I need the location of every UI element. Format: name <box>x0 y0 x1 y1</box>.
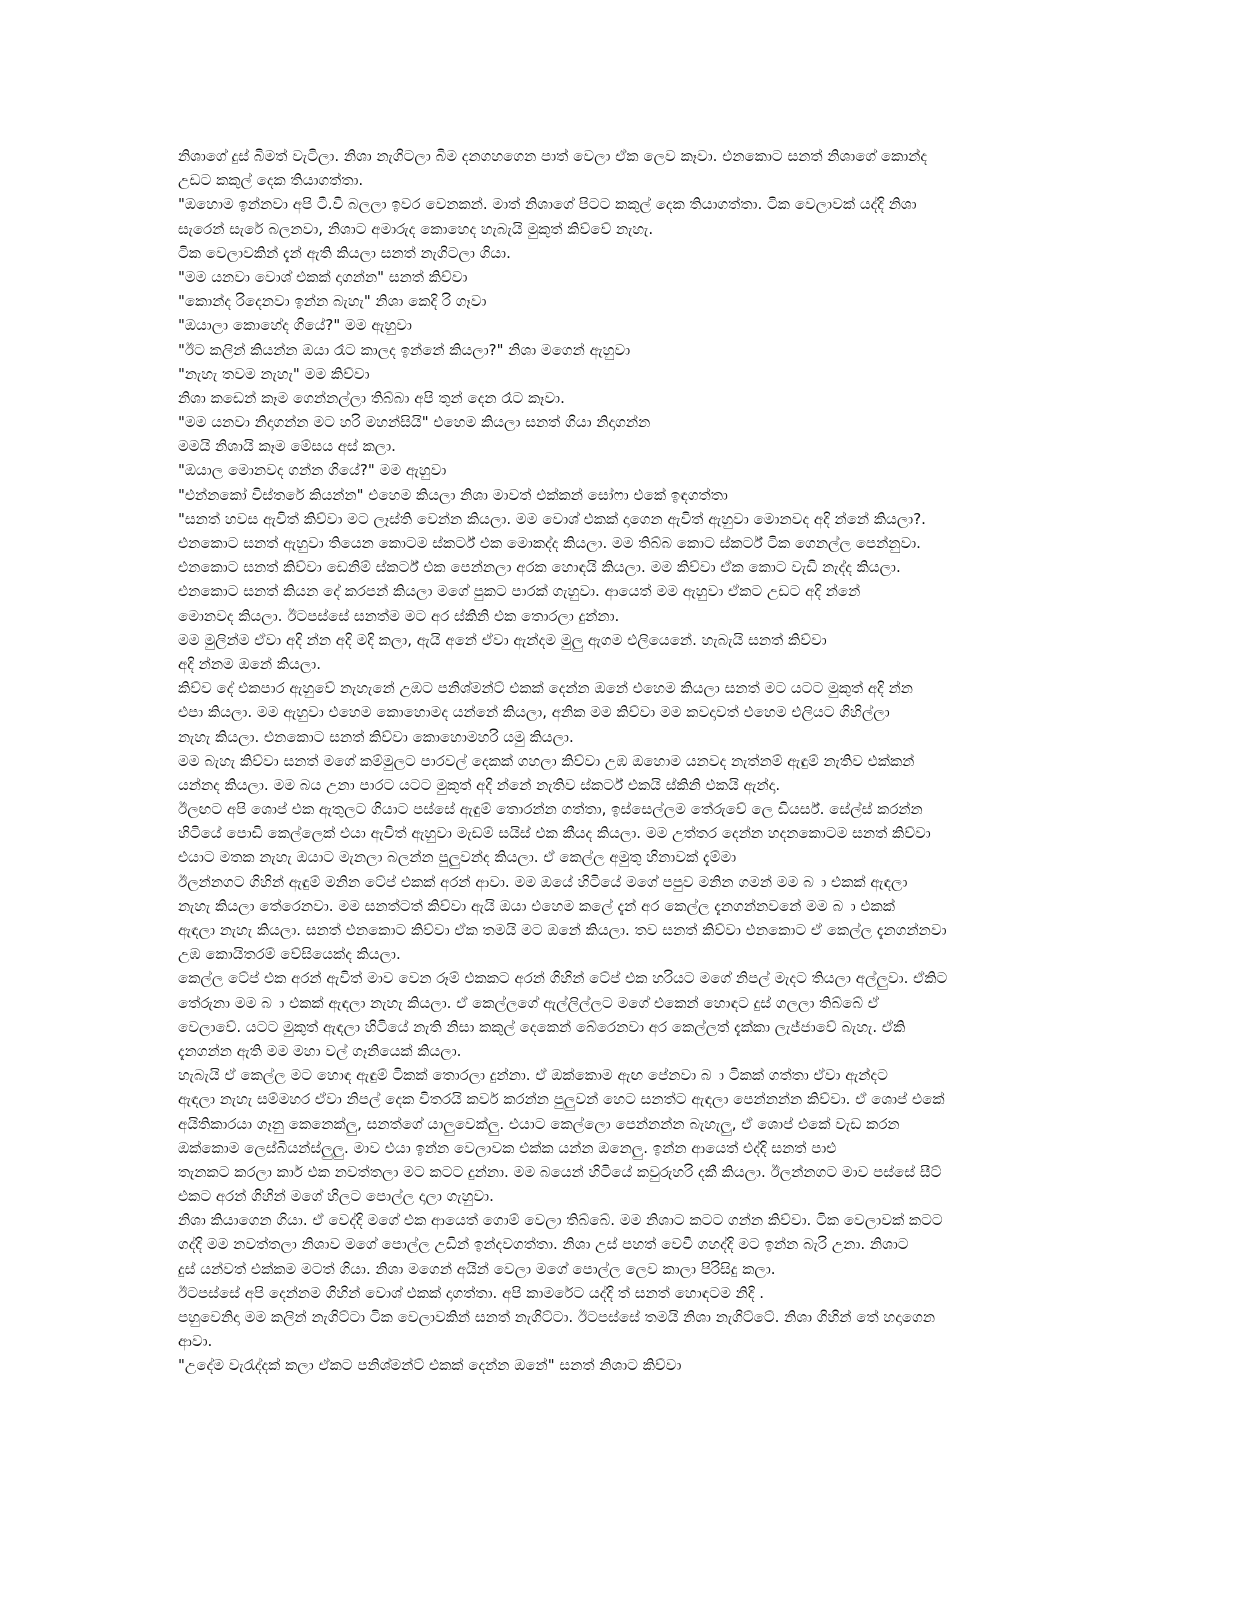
text-line: "මම යනවා නිදාගන්න මට හරි මහන්සියි" එහෙම කියලා සනත් ගියා නිදාගන්න <box>178 413 651 432</box>
text-line: උඩට කකුල් දෙක තියාගත්තා. <box>178 171 364 190</box>
text-line: තේරුනා මම බ ා එකක් ඇඳලා නැහැ කියලා. ඒ කෙල්ලගේ ඇල්ලිල්ලට මගේ එකෙන් හොඳට දුස් ගලලා තිබ්බේ ඒ <box>178 993 879 1012</box>
text-line: හිටියේ පොඩි කෙල්ලෙක් එයා ඇවිත් ඇහුවා මැඩම් සයිස් එක කීයද කියලා. මම උත්තර දෙන්න හදනකොටම සනත් කිව්වා <box>178 824 931 843</box>
text-line: එයාට මතක නැහැ ඔයාට මැනලා බලන්න පුලුවන්ද කියලා. ඒ කෙල්ල අමුතු හිනාවක් දැම්මා <box>178 848 737 867</box>
text-line: "කොන්ද රිදෙනවා ඉන්න බැහැ" නිශා කෙදි රි ගෑවා <box>178 292 487 311</box>
text-line: එකට අරන් ගිහින් මගේ හිලට පොල්ල දාලා ගැහුවා. <box>178 1187 494 1206</box>
text-line: නිශා කඩෙන් කෑම ගෙන්නල්ලා තිබ්බා අපි තුන් දෙන රෑට කෑවා. <box>178 388 565 407</box>
text-line: එනකොට සනත් කිව්වා ඩෙනිම් ස්කර්ට් එක පෙන්නලා අරක හොඳයි කියලා. මම කිව්වා ඒක කොට වැඩි නැද්ද කියලා. <box>178 558 901 577</box>
text-line: ඔක්කොම ලෙස්බියන්ස්ලුලු. මාව එයා ඉන්න වෙලාවක එක්ක යන්න ඔනෙලු. ඉන්න ආයෙත් එද්දි සනත් පාළු <box>178 1138 837 1157</box>
text-line: "මම යනවා වොශ් එකක් දාගන්න" සනත් කිව්වා <box>178 267 468 286</box>
text-line: මම මුලින්ම ඒවා අදි න්න අදි මදි කලා, ඇයි අනේ ඒවා ඇන්දම මුලු ඇගම එලියෙනේ. හැබැයි සනත් කිව්වා <box>178 630 827 649</box>
text-line: එපා කියලා. මම ඇහුවා එහෙම කොහොමද යන්නේ කියලා, අනික මම කිව්වා මම කවදාවත් එහෙම එලියට ගිහිල්ලා <box>178 703 890 722</box>
text-line: සැරෙන් සැරේ බලනවා, නිශාට අමාරුද කොහෙද හැබැයි මුකුත් කිව්වේ නැහැ. <box>178 219 654 238</box>
text-line: ඇඳලා නැහැ සම්මහර ඒවා නිපල් දෙක විතරයි කවර් කරන්න පුලුවන් හෙට සනත්ට ඇඳලා පෙන්නන්න කිව්වා. ඒ ශොප් එකේ <box>178 1090 945 1109</box>
text-line: පහුවෙනිදා මම කලින් නැගිට්ටා ටික වෙලාවකින් සනත් නැගිට්ටා. ඊටපස්සේ තමයි නිශා නැගිට්ටේ. නිශා ගිහින් තේ හදාගෙන <box>178 1308 936 1326</box>
text-line: මොනවද කියලා. ඊටපස්සේ සනත්ම මට අර ස්කිනි එක තොරලා දුන්නා. <box>178 606 620 625</box>
text-line: "නැහැ තවම නැහැ" මම කිව්වා <box>178 364 370 383</box>
text-line: නිශා කියාගෙන ගියා. ඒ වෙද්දි මගේ එක ආයෙත් ගොම් වෙලා තිබ්බේ. මම නිශාට කටට ගන්න කිව්වා. ටික වෙලාවක් කටට <box>178 1211 943 1230</box>
text-line: "ඔහොම ඉන්නවා අපි ටී.වී බලලා ඉවර වෙනකන්. මාත් නිශාගේ පිටට කකුල් දෙක තියාගත්තා. ටික වෙලාවක් යද්දි නිශා <box>178 195 917 214</box>
text-line: යන්නද කියලා. මම බය උනා පාරට යටට මුකුත් අදි න්නේ නැතිව ස්කර්ට් එකයි ස්කිනි එකයි ඇන්දා. <box>178 775 781 794</box>
text-line: ඊටපස්සේ අපි දෙන්නම ගිහින් වොශ් එකක් දාගත්තා. අපි කාමරේට යද්දි ත් සනත් හොඳටම නිදි . <box>178 1283 765 1302</box>
text-line: හැබැයි ඒ කෙල්ල මට හොඳ ඇඳුම් ටිකක් තොරලා දුන්නා. ඒ ඔක්කොම ඇඟ පේනවා බ ා ටිකක් ගත්තා ඒවා ඇන්දට <box>178 1066 888 1085</box>
text-line: "ඔයාල මොනවද ගන්න ගියේ?" මම ඇහුවා <box>178 461 447 480</box>
text-line: ඊලන්නගට ගිහින් ඇඳුම් මනින ටේප් එකක් අරන් ආවා. මම ඔයේ හිටියේ මගේ පපුව මනින ගමන් මම බ ා එකක් ඇඳලා <box>178 872 908 891</box>
text-line: එනකොට සනත් කියන දේ කරපන් කියලා මගේ පුකට පාරක් ගැහුවා. ආයෙත් මම ඇහුවා ඒකට උඩට අදි න්නේ <box>178 582 861 601</box>
text-line: "උදේම වැරැද්දක් කලා ඒකට පනිශ්මන්ට් එකක් දෙන්න ඔනේ" සනත් නිශාට කිව්වා <box>178 1356 682 1375</box>
text-line: මමයි නිශායි කෑම මේසය අස් කලා. <box>178 437 396 456</box>
text-line: වෙලාවේ. යටට මුකුත් ඇඳලා හිටියේ නැති නිසා කකුල් දෙකෙන් බේරෙනවා අර කෙල්ලත් දැක්කා ලැජ්ජාවේ බැහැ. ඒකි <box>178 1017 906 1036</box>
text-line: උඹ කොයිතරම් වේසියෙක්ද කියලා. <box>178 945 401 964</box>
text-line: ගද්දි මම නවත්තලා නිශාව මගේ පොල්ල උඩින් ඉන්දවගත්තා. නිශා උස් පහත් වෙවී ගහද්දි මට ඉන්න බැරි උනා. නිශාට <box>178 1235 909 1254</box>
text-line: අදි න්නම ඔනේ කියලා. <box>178 654 321 673</box>
text-line: නැහැ කියලා. එනකොට සනත් කිව්වා කොහොමහරි යමු කියලා. <box>178 727 574 746</box>
text-line: "එන්නකෝ විස්තරේ කියන්න" එහෙම කියලා නිශා මාවත් එක්කන් සෝෆා එකේ ඉඳගත්තා <box>178 485 728 504</box>
text-line: "ඔයාලා කොහේද ගියේ?" මම ඇහුවා <box>178 316 412 335</box>
text-line: නැහැ කියලා තේරෙනවා. මම සනත්ටත් කිව්වා ඇයි ඔයා එහෙම කලේ දැන් අර කෙල්ල දැනගන්නවනේ මම බ ා එකක් <box>178 896 895 915</box>
text-line: නිශාගේ දුස් බිමත් වැටිලා. නිශා නැගිටලා බිම දනගහගෙන පාත් වෙලා ඒක ලෙව කෑවා. එනකොට සනත් නිශාගේ කොන්ද <box>178 147 928 165</box>
text-line: ඇඳලා නැහැ කියලා. සනත් එනකොට කිව්වා ඒක තමයි මට ඔනේ කියලා. තව සනත් කිව්වා එනකොට ඒ කෙල්ල දැනගන්නවා <box>178 921 947 939</box>
text-line: ආවා. <box>178 1332 213 1351</box>
text-line: දැනගන්න ඇති මම මහා වල් ගෑනියෙක් කියලා. <box>178 1041 462 1060</box>
text-line: අයිතිකාරයා ගෑනු කෙනෙක්ලු, සනත්ගේ යාලුවෙක්ලු. එයාට කෙල්ලො පෙන්නන්න බැහැලු, ඒ ශොප් එකේ වැඩ කරන <box>178 1114 900 1133</box>
text-line: එනකොට සනත් ඇහුවා තියෙන කොටම ස්කර්ට් එක මොකද්ද කියලා. මම තිබ්බ කොට ස්කර්ට් ටික ගෙනල්ල පෙන්නුවා. <box>178 534 921 552</box>
text-line: තැනකට කරලා කාර් එක නවත්තලා මට කටට දුන්නා. මම බයෙන් හිටියේ කවුරුහරි දකී කියලා. ඊලන්නගට මාව පස්සේ සීට් <box>178 1162 942 1181</box>
text-line: "සනත් හවස ඇවිත් කිව්වා මට ලෑස්ති වෙන්න කියලා. මම වොශ් එකක් දාගෙන ඇවිත් ඇහුවා මොනවද අදි න්නේ කියලා?. <box>178 509 926 528</box>
text-line: "ඊට කලින් කියන්න ඔයා රෑට කාලද ඉන්නේ කියලා?" නිශා මගෙන් ඇහුවා <box>178 340 631 359</box>
text-line: ඊලඟට අපි ශොප් එක ඇතුලට ගියාට පස්සේ ඇඳුම් තොරන්න ගත්තා, ඉස්සෙල්ලම තේරුවේ ලෙ ඩියර්ස්. සේල්ස් කරන්න <box>178 800 923 819</box>
story-text <box>178 144 1058 1378</box>
text-line: ටික වෙලාවකින් දැන් ඇති කියලා සනත් නැගිටලා ගියා. <box>178 243 511 262</box>
text-line: මම බැහැ කිව්වා සනත් මගේ කම්මුලට පාරවල් දෙකක් ගහලා කිව්වා උඹ ඔහොම යනවද නැත්නම් ඇඳුම් නැතිව එක්කන් <box>178 751 915 770</box>
text-line: කෙල්ල ටේප් එක අරන් ඇවිත් මාව වෙන රූම් එකකට අරන් ගිහින් ටේප් එක හරියට මගේ නිපල් මැදට තියලා අල්ලුවා. ඒකිට <box>178 969 948 988</box>
text-line: කිව්ව දේ එකපාර ඇහුවේ නැහැනේ උඹට පනිශ්මන්ට් එකක් දෙන්න ඔනේ එහෙම කියලා සනත් මට යටට මුකුත් අදි න්න <box>178 679 913 698</box>
text-line: දුස් යන්වත් එක්කම මටත් ගියා. නිශා මගෙන් අයින් වෙලා මගේ පොල්ල ලෙව කාලා පිරිසිදු කලා. <box>178 1259 776 1278</box>
